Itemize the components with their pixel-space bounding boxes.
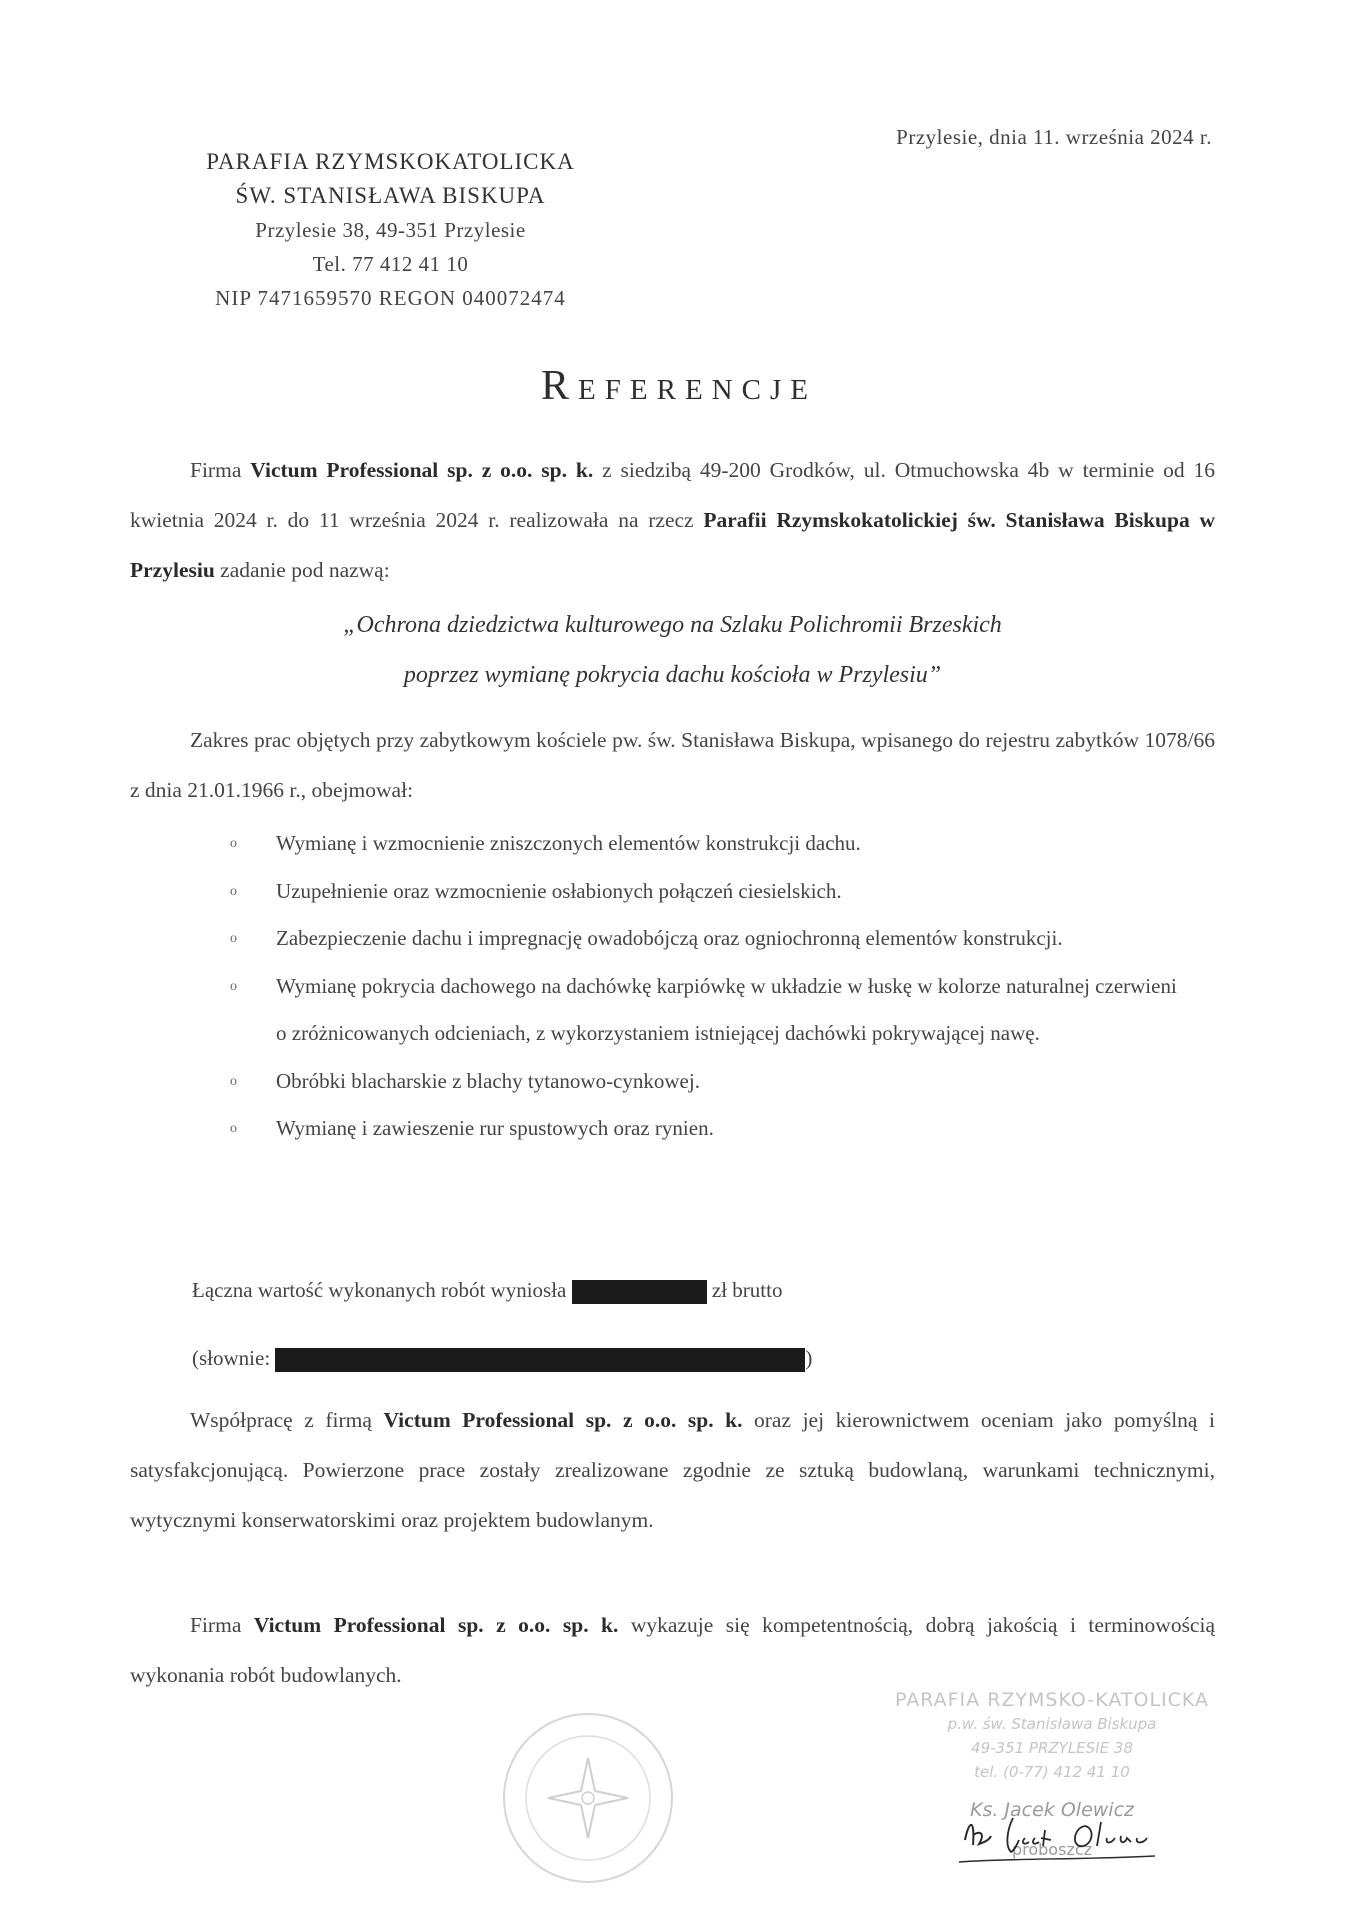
scope-item-text: Wymianę i wzmocnienie zniszczonych elementów konstrukcji dachu. [276, 831, 861, 855]
scope-item [230, 1058, 1190, 1106]
sender-tax-ids: NIP 7471659570 REGON 040072474 [215, 286, 566, 310]
competence-text-end: wykazuje się kompetentnością, dobrą jakością i terminowością wykonania robót budowlanych. [130, 1613, 1215, 1687]
cooperation-text-end: oraz jej kierownictwem oceniam jako pomyślną i satysfakcjonującą. Powierzone prace zostały zrealizowane zgodnie ze sztuką budowlaną, warunkami technicznymi, wytycznymi konserwatorskimi oraz projektem budowlanym. [130, 1408, 1215, 1532]
stamp-line3: 49-351 PRZYLESIE 38 [971, 1739, 1133, 1757]
intro-text-end: zadanie pod nazwą: [214, 558, 390, 582]
bullet-icon: o [230, 931, 237, 946]
parish-name: Parafii Rzymskokatolickiej św. Stanisława Biskupa w Przylesiu [130, 508, 1215, 582]
stamp-line2: p.w. św. Stanisława Biskupa [947, 1715, 1157, 1733]
cooperation-text-start: Współpracę z firmą [190, 1408, 384, 1432]
amount-in-words-line [192, 1338, 812, 1378]
sender-phone: Tel. 77 412 41 10 [312, 252, 469, 276]
stamp-line4: tel. (0-77) 412 41 10 [974, 1763, 1130, 1781]
amount-words-label: (słownie: [192, 1346, 276, 1370]
scope-list [230, 820, 1190, 1153]
sender-address [168, 145, 613, 315]
intro-paragraph [130, 445, 1215, 595]
redacted-amount [572, 1280, 707, 1304]
bullet-icon: o [230, 1073, 237, 1089]
scope-intro: Zakres prac objętych przy zabytkowym kościele pw. św. Stanisława Biskupa, wpisanego do rejestru zabytków 1078/66 z dnia 21.01.1966 r., obejmował: [130, 728, 1215, 802]
handwritten-signature [955, 1800, 1195, 1870]
task-title-line1: „Ochrona dziedzictwa kulturowego na Szlaku Polichromii Brzeskich [343, 612, 1002, 638]
company-name: Victum Professional sp. z o.o. sp. k. [383, 1408, 743, 1432]
total-value-line [192, 1270, 782, 1310]
document-title: Referencje [541, 363, 817, 409]
scope-item-text: Obróbki blacharskie z blachy tytanowo-cynkowej. [276, 1068, 700, 1093]
parish-seal [500, 1710, 676, 1886]
sender-street: Przylesie 38, 49-351 Przylesie [255, 218, 526, 242]
sender-name-line2: ŚW. STANISŁAWA BISKUPA [235, 183, 546, 208]
sender-name-line1: PARAFIA RZYMSKOKATOLICKA [206, 149, 575, 174]
signatory-name: Ks. Jacek Olewicz [969, 1799, 1135, 1821]
scope-item [230, 915, 1190, 963]
scope-item-text: Zabezpieczenie dachu i impregnację owadobójczą oraz ogniochronną elementów konstrukcji. [276, 926, 1063, 950]
letter-date: Przylesie, dnia 11. września 2024 r. [896, 125, 1212, 149]
scope-item [230, 820, 1190, 868]
cooperation-paragraph [130, 1395, 1215, 1545]
bullet-icon: o [230, 978, 237, 994]
scope-item [230, 868, 1190, 916]
currency-suffix: zł brutto [706, 1278, 783, 1302]
intro-text-start: Firma [190, 458, 251, 482]
stamp-line1: PARAFIA RZYMSKO-KATOLICKA [894, 1689, 1210, 1711]
bullet-icon: o [230, 836, 237, 851]
company-name: Victum Professional sp. z o.o. sp. k. [250, 458, 594, 482]
scope-item-text: Uzupełnienie oraz wzmocnienie osłabionych połączeń ciesielskich. [276, 878, 842, 903]
task-title [130, 600, 1215, 700]
competence-paragraph [130, 1600, 1215, 1700]
scope-item-text: Wymianę i zawieszenie rur spustowych oraz rynien. [276, 1116, 714, 1140]
total-value-label: Łączna wartość wykonanych robót wyniosła [192, 1278, 572, 1302]
bullet-icon: o [230, 1121, 237, 1136]
scope-item-text: Wymianę pokrycia dachowego na dachówkę karpiówkę w układzie w łuskę w kolorze naturalnej czerwieni o zróżnicowanych odcieniach, z wykorzystaniem istniejącej dachówki pokrywającej nawę. [276, 973, 1177, 1045]
task-title-line2: poprzez wymianę pokrycia dachu kościoła w Przylesiu” [403, 662, 942, 688]
scope-item [230, 963, 1190, 1058]
intro-text-middle: z siedzibą 49-200 Grodków, ul. Otmuchowska 4b w terminie od 16 kwietnia 2024 r. do 11 września 2024 r. realizowała na rzecz [130, 458, 1215, 532]
amount-words-close: ) [805, 1346, 813, 1370]
signatory-role: proboszcz [1011, 1840, 1093, 1859]
company-name: Victum Professional sp. z o.o. sp. k. [253, 1613, 619, 1637]
redacted-amount-words [275, 1348, 805, 1372]
scope-item [230, 1105, 1190, 1153]
competence-text-start: Firma [190, 1613, 254, 1637]
bullet-icon: o [230, 883, 237, 899]
